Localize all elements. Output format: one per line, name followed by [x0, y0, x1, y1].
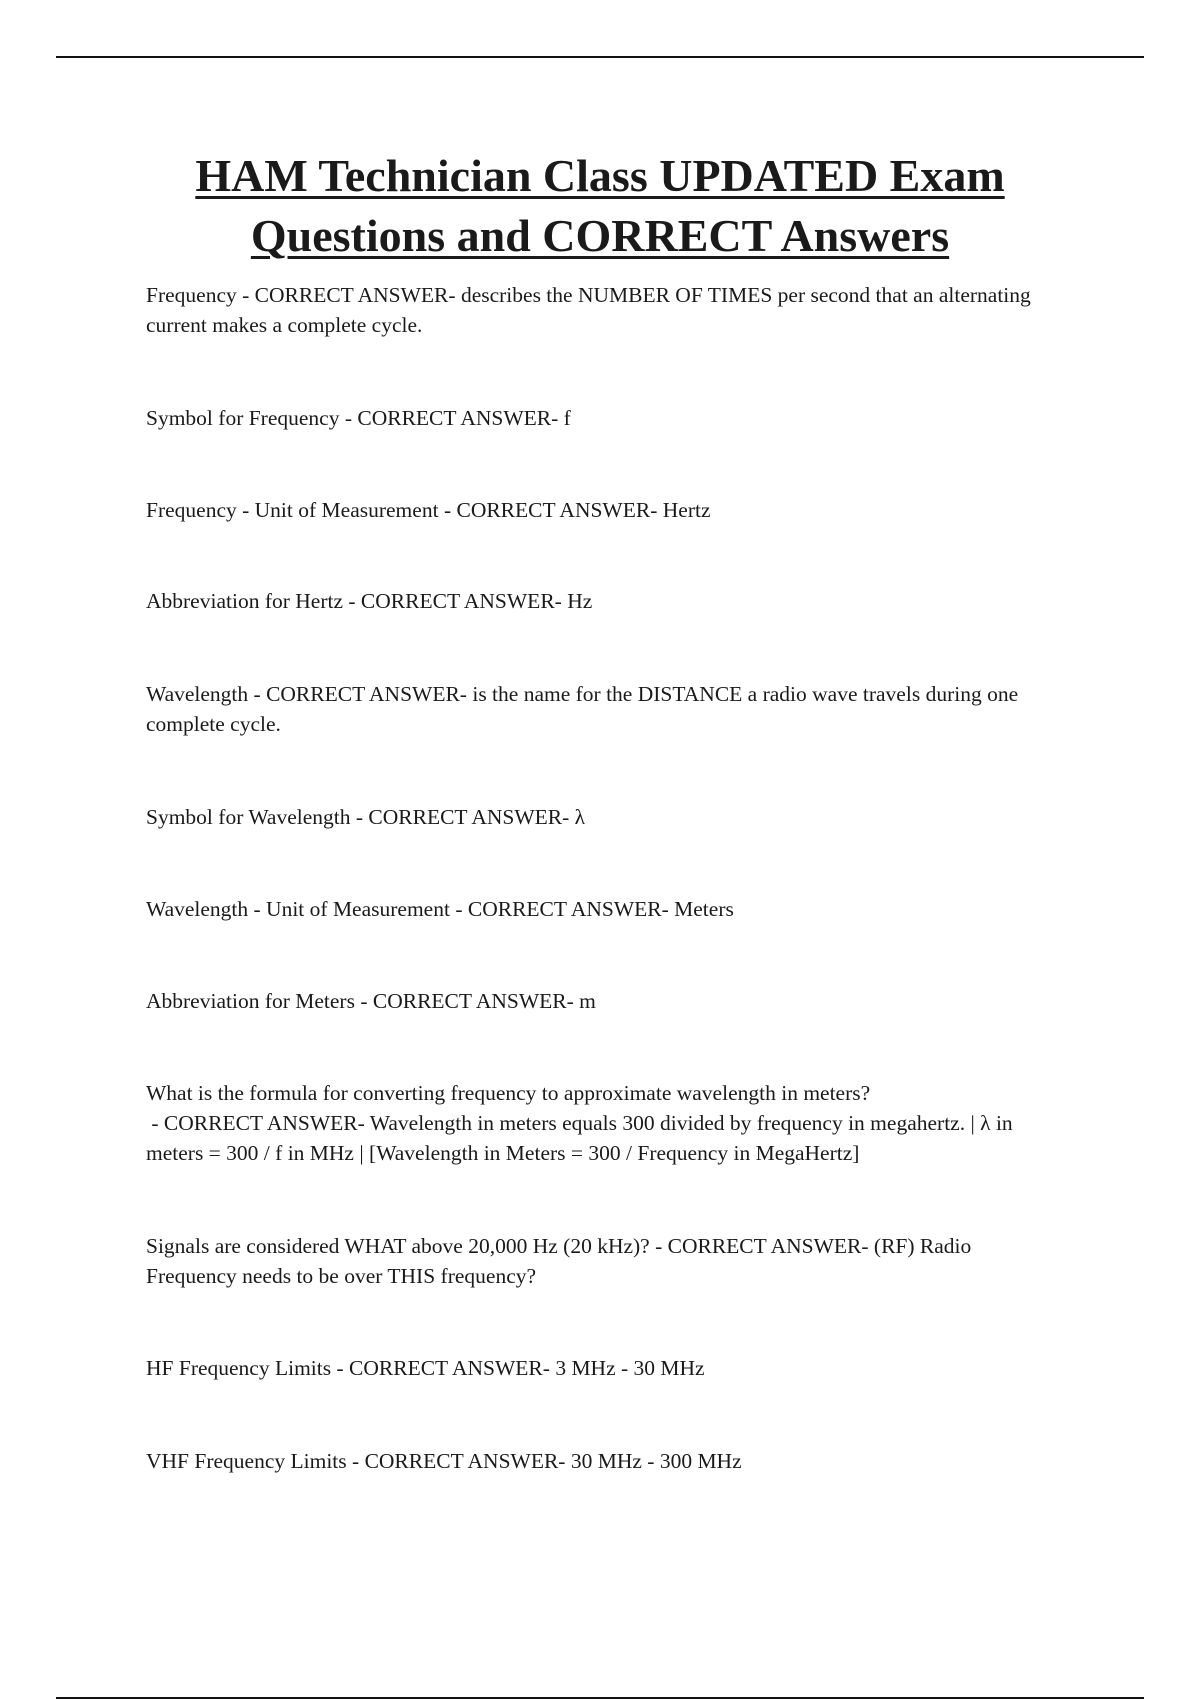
qa-answer: 3 MHz - 30 MHz [555, 1356, 705, 1380]
bottom-rule [56, 1697, 1144, 1699]
qa-question: Frequency [146, 283, 237, 307]
qa-separator: - CORRECT ANSWER- [339, 406, 564, 430]
qa-question: Frequency - Unit of Measurement [146, 498, 439, 522]
qa-item-rf-signals [146, 1231, 1066, 1291]
qa-separator: - CORRECT ANSWER- [350, 805, 575, 829]
qa-question: Symbol for Frequency [146, 406, 340, 430]
qa-question: VHF Frequency Limits [146, 1449, 347, 1473]
qa-separator: - CORRECT ANSWER- [438, 498, 663, 522]
qa-item-symbol-wavelength [146, 802, 1066, 832]
qa-separator: - CORRECT ANSWER- [449, 897, 675, 921]
qa-question: Abbreviation for Hertz [146, 589, 344, 613]
qa-separator: - CORRECT ANSWER- [343, 589, 568, 613]
title-line-2: Questions and CORRECT Answers [250, 210, 950, 261]
qa-item-meters-abbreviation [146, 986, 1066, 1016]
qa-item-wavelength-formula [146, 1078, 1066, 1168]
qa-answer: (RF) Radio Frequency needs to be over THIS frequency? [146, 1234, 972, 1288]
qa-item-wavelength [146, 679, 1066, 739]
qa-separator: - CORRECT ANSWER- [146, 1111, 370, 1135]
qa-answer: Wavelength in meters equals 300 divided by frequency in megahertz. | λ in meters = 300 / f in MHz | [Wavelength in Meters = 300 / Frequency in MegaHertz] [146, 1111, 1013, 1165]
qa-item-symbol-frequency [146, 403, 1066, 433]
qa-answer: is the name for the DISTANCE a radio wave travels during one complete cycle. [146, 682, 1019, 736]
qa-item-vhf-limits [146, 1446, 1066, 1476]
title-line-1: HAM Technician Class UPDATED Exam [195, 150, 1005, 201]
qa-item-frequency-unit [146, 495, 1066, 525]
qa-answer: f [563, 406, 571, 430]
qa-separator: - CORRECT ANSWER- [649, 1234, 874, 1258]
qa-question: Signals are considered WHAT above 20,000 Hz (20 kHz)? [146, 1234, 650, 1258]
qa-answer: Hertz [662, 498, 711, 522]
qa-item-hertz-abbreviation [146, 586, 1066, 616]
qa-separator: - CORRECT ANSWER- [248, 682, 473, 706]
qa-question: Wavelength - Unit of Measurement [146, 897, 450, 921]
qa-answer: Hz [567, 589, 593, 613]
qa-question: Symbol for Wavelength [146, 805, 351, 829]
qa-separator: - CORRECT ANSWER- [354, 989, 580, 1013]
qa-item-frequency [146, 280, 1066, 340]
qa-answer: 30 MHz - 300 MHz [570, 1449, 742, 1473]
qa-question: Wavelength [146, 682, 249, 706]
qa-question: Abbreviation for Meters [146, 989, 355, 1013]
qa-question: What is the formula for converting frequency to approximate wavelength in meters? [146, 1081, 871, 1105]
qa-answer: Meters [674, 897, 734, 921]
qa-item-wavelength-unit [146, 894, 1066, 924]
qa-separator: - CORRECT ANSWER- [346, 1449, 571, 1473]
qa-question: HF Frequency Limits [146, 1356, 332, 1380]
qa-separator: - CORRECT ANSWER- [331, 1356, 556, 1380]
top-rule [56, 56, 1144, 58]
qa-answer: describes the NUMBER OF TIMES per second that an alternating current makes a complete cycle. [146, 283, 1031, 337]
document-title [100, 146, 1100, 266]
qa-separator: - CORRECT ANSWER- [236, 283, 461, 307]
qa-item-hf-limits [146, 1353, 1066, 1383]
qa-answer: λ [574, 805, 586, 829]
qa-answer: m [579, 989, 596, 1013]
